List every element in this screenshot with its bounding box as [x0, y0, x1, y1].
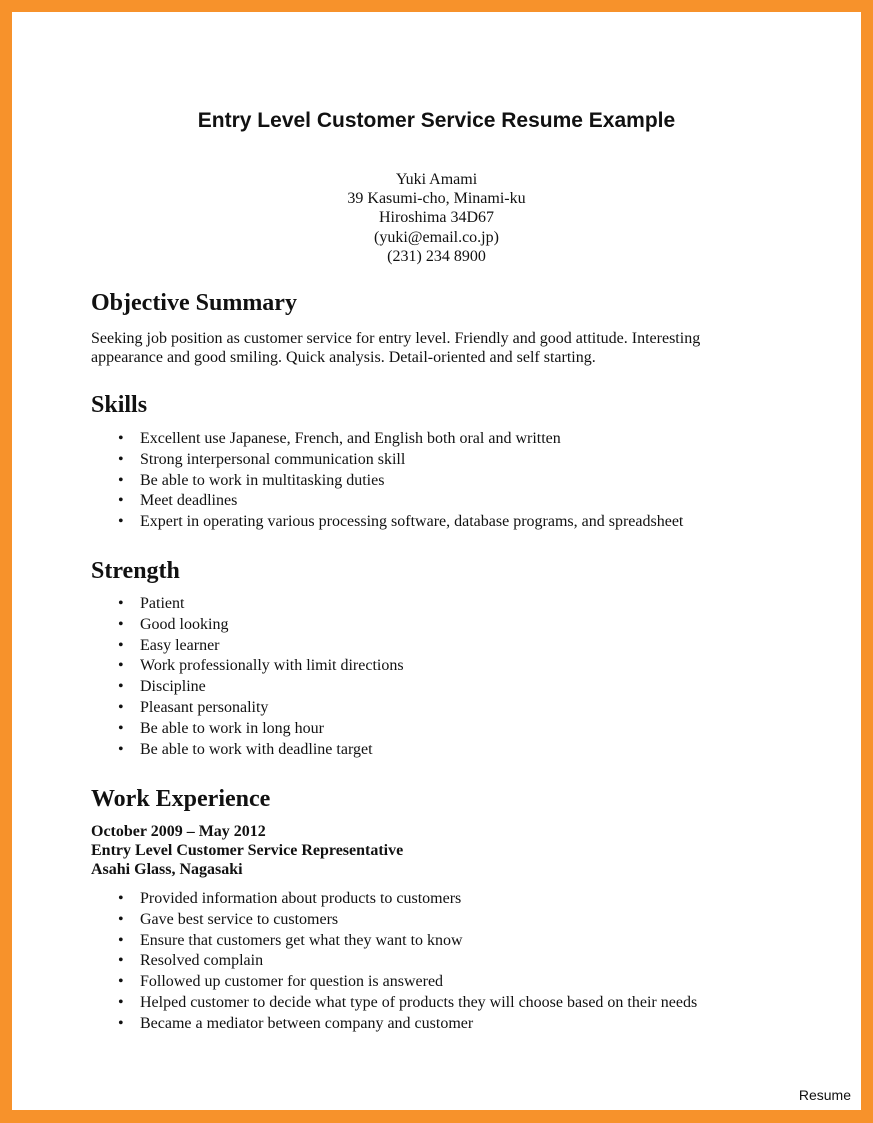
- list-item: • Be able to work with deadline target: [116, 740, 404, 761]
- list-item: • Be able to work in long hour: [116, 719, 404, 740]
- job-dates: October 2009 – May 2012: [91, 823, 266, 840]
- contact-email: (yuki@email.co.jp): [374, 228, 499, 246]
- footer-label: Resume: [798, 1087, 851, 1103]
- job-company: Asahi Glass, Nagasaki: [91, 861, 243, 878]
- list-item: • Easy learner: [116, 636, 404, 657]
- list-item: • Excellent use Japanese, French, and English both oral and written: [116, 429, 683, 450]
- objective-text: Seeking job position as customer service for entry level. Friendly and good attitude. Interesting appearance and good smiling. Quick analysis. Detail-oriented and self starting.: [91, 330, 701, 366]
- experience-list: [116, 889, 697, 1035]
- list-item: • Work professionally with limit directions: [116, 656, 404, 677]
- list-item: • Provided information about products to customers: [116, 889, 697, 910]
- list-item: • Pleasant personality: [116, 698, 404, 719]
- contact-name: Yuki Amami: [395, 171, 478, 188]
- strength-list: [116, 594, 404, 760]
- list-item: • Became a mediator between company and customer: [116, 1014, 697, 1035]
- list-item: • Expert in operating various processing software, database programs, and spreadsheet: [116, 512, 683, 533]
- list-item: • Patient: [116, 594, 404, 615]
- list-item: • Be able to work in multitasking duties: [116, 471, 683, 492]
- contact-phone: (231) 234 8900: [387, 247, 486, 265]
- objective-heading: Objective Summary: [91, 290, 297, 316]
- list-item: • Gave best service to customers: [116, 910, 697, 931]
- strength-heading: Strength: [91, 558, 180, 584]
- contact-block: [0, 170, 873, 266]
- list-item: • Ensure that customers get what they want to know: [116, 931, 697, 952]
- list-item: • Discipline: [116, 677, 404, 698]
- list-item: • Helped customer to decide what type of products they will choose based on their needs: [116, 993, 697, 1014]
- job-position: Entry Level Customer Service Representative: [91, 842, 404, 859]
- list-item: • Resolved complain: [116, 951, 697, 972]
- list-item: • Meet deadlines: [116, 491, 683, 512]
- document-title: Entry Level Customer Service Resume Example: [197, 109, 676, 132]
- skills-heading: Skills: [91, 392, 148, 418]
- contact-city: Hiroshima 34D67: [378, 209, 495, 227]
- experience-heading: Work Experience: [91, 786, 271, 812]
- list-item: • Good looking: [116, 615, 404, 636]
- list-item: • Followed up customer for question is answered: [116, 972, 697, 993]
- contact-address: 39 Kasumi-cho, Minami-ku: [347, 190, 526, 208]
- list-item: • Strong interpersonal communication skill: [116, 450, 683, 471]
- skills-list: [116, 429, 683, 533]
